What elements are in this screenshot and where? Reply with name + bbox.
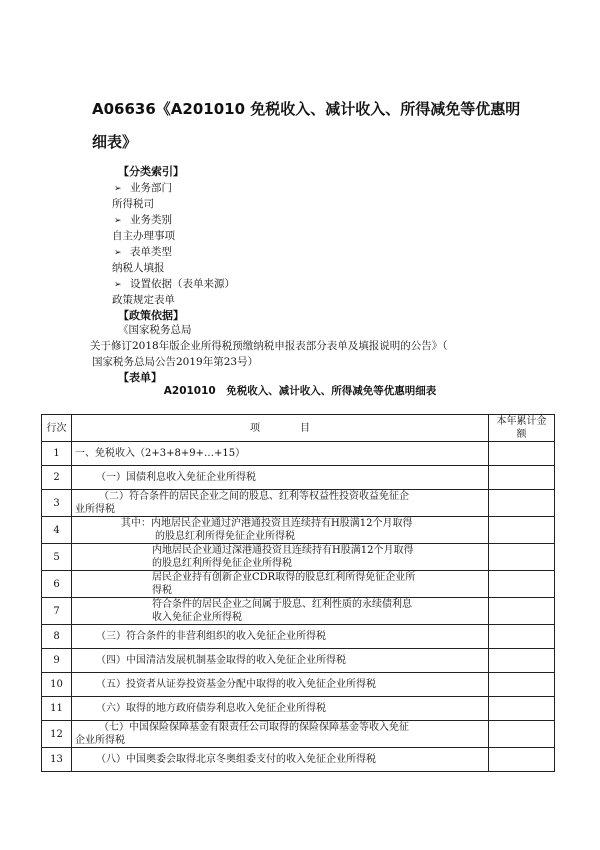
row-number: 6 xyxy=(42,571,72,598)
header-item: 项 目 xyxy=(72,415,489,442)
arrow-bullet-icon: ➢ xyxy=(114,248,122,258)
table-row xyxy=(42,517,555,544)
row-number: 13 xyxy=(42,748,72,772)
row-description xyxy=(72,442,489,466)
amount-cell[interactable] xyxy=(489,649,555,673)
row-number: 12 xyxy=(42,721,72,748)
header-amount: 本年累计金额 xyxy=(489,415,555,442)
row-desc-line1: （三）符合条件的非营利组织的收入免征企业所得税 xyxy=(96,631,326,642)
row-number: 2 xyxy=(42,466,72,490)
index-heading: 【分类索引】 xyxy=(118,165,184,178)
index-item-form-type: ➢ 表单类型 xyxy=(114,244,172,261)
tax-exemption-table xyxy=(41,414,555,772)
row-description xyxy=(72,625,489,649)
table-row xyxy=(42,748,555,772)
table-row xyxy=(42,625,555,649)
row-desc-line1: （二）符合条件的居民企业之间的股息、红利等权益性投资收益免征企 xyxy=(99,491,409,502)
index-value-category: 自主办理事项 xyxy=(112,230,175,242)
table-title: A201010 免税收入、减计收入、所得减免等优惠明细表 xyxy=(163,385,437,397)
row-description xyxy=(72,673,489,697)
document-title-line2: 细表》 xyxy=(92,133,138,151)
row-number: 9 xyxy=(42,649,72,673)
row-description xyxy=(72,517,489,544)
index-item-basis: ➢ 设置依据（表单来源） xyxy=(114,276,235,293)
header-row-no: 行次 xyxy=(42,415,72,442)
row-desc-line2: 得税 xyxy=(152,585,172,596)
row-number: 1 xyxy=(42,442,72,466)
row-desc-line1: 其中：内地居民企业通过沪港通投资且连续持有H股满12个月取得 xyxy=(121,518,413,529)
row-desc-line2: 的股息红利所得免征企业所得税 xyxy=(155,531,295,542)
amount-cell[interactable] xyxy=(489,697,555,721)
amount-cell[interactable] xyxy=(489,598,555,625)
table-row xyxy=(42,442,555,466)
index-value-form-type: 纳税人填报 xyxy=(112,262,165,274)
row-description xyxy=(72,571,489,598)
row-desc-line1: （七）中国保险保障基金有限责任公司取得的保险保障基金等收入免征 xyxy=(99,722,409,733)
row-desc-line2: 企业所得税 xyxy=(75,735,125,746)
table-row xyxy=(42,673,555,697)
amount-cell[interactable] xyxy=(489,625,555,649)
amount-cell[interactable] xyxy=(489,517,555,544)
row-number: 8 xyxy=(42,625,72,649)
policy-heading: 【政策依据】 xyxy=(118,309,184,322)
amount-cell[interactable] xyxy=(489,544,555,571)
table-row xyxy=(42,721,555,748)
row-description xyxy=(72,598,489,625)
row-description xyxy=(72,490,489,517)
amount-cell[interactable] xyxy=(489,490,555,517)
amount-cell[interactable] xyxy=(489,721,555,748)
row-description xyxy=(72,748,489,772)
row-number: 5 xyxy=(42,544,72,571)
table-row xyxy=(42,490,555,517)
policy-line-1: 《国家税务总局 xyxy=(118,324,192,336)
index-value-basis: 政策规定表单 xyxy=(112,294,175,306)
policy-line-2: 关于修订2018年版企业所得税预缴纳税申报表部分表单及填报说明的公告》（ xyxy=(90,340,448,352)
row-desc-line1: 居民企业持有创新企业CDR取得的股息红利所得免征企业所 xyxy=(152,572,416,583)
row-desc-line1: 内地居民企业通过深港通投资且连续持有H股满12个月取得 xyxy=(152,545,414,556)
index-item-department: ➢ 业务部门 xyxy=(114,180,172,197)
table-row xyxy=(42,466,555,490)
row-number: 3 xyxy=(42,490,72,517)
table-row xyxy=(42,697,555,721)
row-desc-line2: 的股息红利所得免征企业所得税 xyxy=(152,558,292,569)
arrow-bullet-icon: ➢ xyxy=(114,184,122,194)
row-desc-line1: 符合条件的居民企业之间属于股息、红利性质的永续债利息 xyxy=(152,599,412,610)
amount-cell[interactable] xyxy=(489,442,555,466)
policy-line-3: 国家税务总局公告2019年第23号） xyxy=(92,356,259,368)
index-value-department: 所得税司 xyxy=(112,198,154,210)
row-number: 7 xyxy=(42,598,72,625)
row-description xyxy=(72,544,489,571)
table-row xyxy=(42,649,555,673)
index-item-category: ➢ 业务类别 xyxy=(114,212,172,229)
row-description xyxy=(72,721,489,748)
row-number: 10 xyxy=(42,673,72,697)
row-desc-line1: 一、免税收入（2+3+8+9+…+15） xyxy=(75,448,246,459)
row-desc-line1: （四）中国清洁发展机制基金取得的收入免征企业所得税 xyxy=(96,655,346,666)
row-number: 11 xyxy=(42,697,72,721)
row-desc-line1: （五）投资者从证券投资基金分配中取得的收入免征企业所得税 xyxy=(96,679,376,690)
amount-cell[interactable] xyxy=(489,673,555,697)
table-row xyxy=(42,571,555,598)
row-description xyxy=(72,466,489,490)
row-desc-line1: （一）国债利息收入免征企业所得税 xyxy=(96,472,256,483)
amount-cell[interactable] xyxy=(489,748,555,772)
amount-cell[interactable] xyxy=(489,571,555,598)
row-number: 4 xyxy=(42,517,72,544)
row-description xyxy=(72,697,489,721)
row-description xyxy=(72,649,489,673)
table-header-row xyxy=(42,415,555,442)
document-title xyxy=(92,93,522,159)
row-desc-line1: （八）中国奥委会取得北京冬奥组委支付的收入免征企业所得税 xyxy=(96,754,376,765)
arrow-bullet-icon: ➢ xyxy=(114,216,122,226)
table-row xyxy=(42,598,555,625)
row-desc-line2: 收入免征企业所得税 xyxy=(152,612,242,623)
arrow-bullet-icon: ➢ xyxy=(114,280,122,290)
table-row xyxy=(42,544,555,571)
row-desc-line1: （六）取得的地方政府债券利息收入免征企业所得税 xyxy=(96,703,326,714)
form-heading: 【表单】 xyxy=(118,371,162,384)
row-desc-line2: 业所得税 xyxy=(75,504,115,515)
amount-cell[interactable] xyxy=(489,466,555,490)
document-title-line1: A06636《A201010 免税收入、减计收入、所得减免等优惠明 xyxy=(92,100,521,118)
